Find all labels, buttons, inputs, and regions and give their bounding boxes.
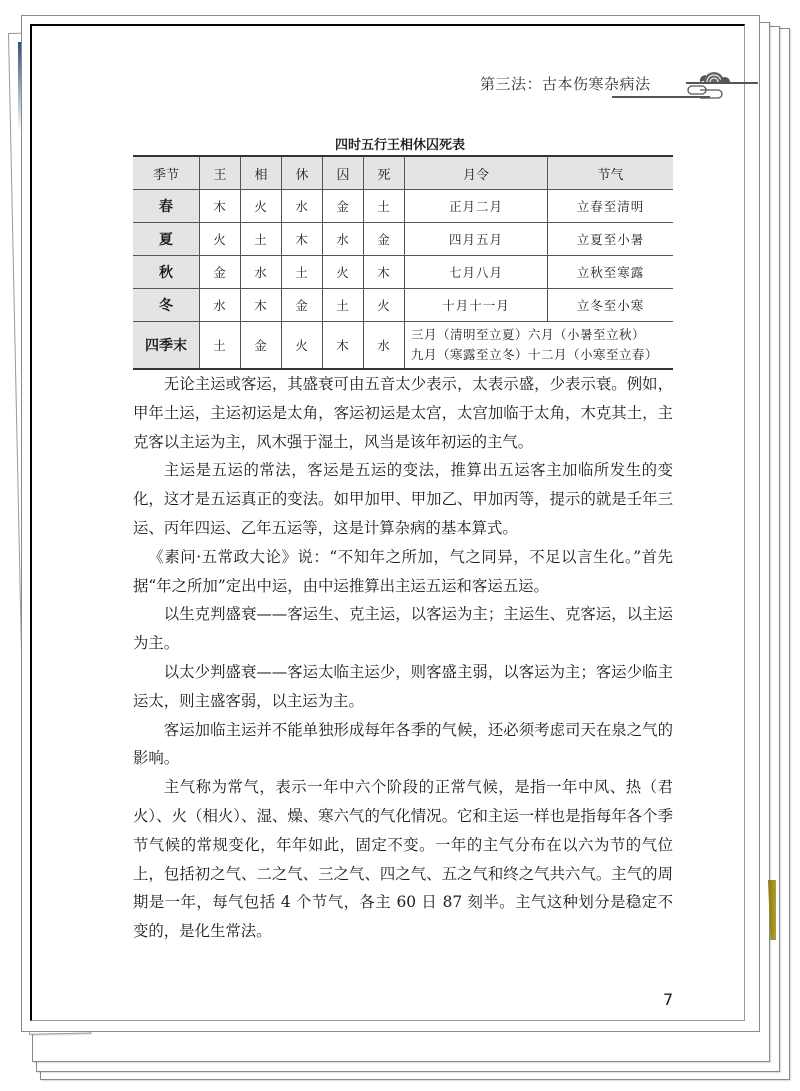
jieqi-cell: 立夏至小暑	[548, 223, 674, 256]
page-number: 7	[663, 990, 674, 1009]
table-row	[133, 322, 673, 370]
xiu-cell: 土	[282, 256, 323, 289]
merged-line-2: 九月（寒露至立冬）十二月（小寒至立春）	[411, 347, 659, 362]
wang-cell: 金	[200, 256, 241, 289]
paragraph: 客运加临主运并不能单独形成每年各季的气候，还必须考虑司天在泉之气的影响。	[133, 720, 673, 768]
yueling-jieqi-merged-cell	[405, 322, 674, 370]
five-phases-table	[133, 155, 673, 370]
column-header: 囚	[323, 156, 364, 190]
paragraph: 主气称为常气，表示一年中六个阶段的正常气候，是指一年中风、热（君火）、火（相火）、湿、燥、寒六气的气化情况。它和主运一样也是指每年各个季节气候的常规变化，年年如此，固定不变。一年的主气分布在以六为节的气位上，包括初之气、二之气、三之气、四之气、五之气和终之气共六气。主气的周期是一年，每气包括 4 个节气，各主 60 日 87 刻半。主气这种划分是稳定不变的，是化生常法。	[133, 778, 673, 941]
xiang-cell: 水	[241, 256, 282, 289]
qiu-cell: 木	[323, 322, 364, 370]
qiu-cell: 土	[323, 289, 364, 322]
column-header: 王	[200, 156, 241, 190]
column-header: 相	[241, 156, 282, 190]
yueling-cell: 七月八月	[405, 256, 548, 289]
paragraph: 以生克判盛衰——客运生、克主运，以客运为主；主运生、克客运，以主运为主。	[133, 605, 673, 653]
body-text	[133, 370, 673, 946]
table-row	[133, 223, 673, 256]
column-header: 死	[364, 156, 405, 190]
cloud-ornament-icon	[686, 66, 756, 102]
season-cell: 秋	[133, 256, 200, 289]
qiu-cell: 水	[323, 223, 364, 256]
xiang-cell: 金	[241, 322, 282, 370]
jieqi-cell: 立冬至小寒	[548, 289, 674, 322]
qiu-cell: 火	[323, 256, 364, 289]
paragraph: 《素问·五常政大论》说：“不知年之所加，气之同异，不足以言生化。”首先据“年之所加”定出中运，由中运推算出主运五运和客运五运。	[133, 547, 673, 595]
si-cell: 木	[364, 256, 405, 289]
jieqi-cell: 立春至清明	[548, 190, 674, 223]
xiu-cell: 水	[282, 190, 323, 223]
table-row	[133, 190, 673, 223]
si-cell: 水	[364, 322, 405, 370]
column-header: 节气	[548, 156, 674, 190]
column-header: 月令	[405, 156, 548, 190]
wang-cell: 木	[200, 190, 241, 223]
season-cell: 冬	[133, 289, 200, 322]
wang-cell: 火	[200, 223, 241, 256]
xiu-cell: 火	[282, 322, 323, 370]
table-row	[133, 256, 673, 289]
xiang-cell: 土	[241, 223, 282, 256]
xiang-cell: 木	[241, 289, 282, 322]
qiu-cell: 金	[323, 190, 364, 223]
yueling-cell: 十月十一月	[405, 289, 548, 322]
si-cell: 火	[364, 289, 405, 322]
jieqi-cell: 立秋至寒露	[548, 256, 674, 289]
xiang-cell: 火	[241, 190, 282, 223]
paragraph: 以太少判盛衰——客运太临主运少，则客盛主弱，以客运为主；客运少临主运太，则主盛客弱，以主运为主。	[133, 662, 673, 710]
season-cell: 春	[133, 190, 200, 223]
paragraph: 主运是五运的常法，客运是五运的变法，推算出五运客主加临所发生的变化，这才是五运真正的变法。如甲加甲、甲加乙、甲加丙等，提示的就是壬年三运、丙年四运、乙年五运等，这是计算杂病的基本算式。	[133, 461, 673, 537]
yueling-cell: 正月二月	[405, 190, 548, 223]
xiu-cell: 木	[282, 223, 323, 256]
column-header: 季节	[133, 156, 200, 190]
paragraph: 无论主运或客运，其盛衰可由五音太少表示，太表示盛，少表示衰。例如，甲年土运，主运初运是太角，客运初运是太宫，太宫加临于太角，木克其土，主克客以主运为主，风木强于湿土，风当是该年初运的主气。	[133, 375, 673, 451]
season-cell: 夏	[133, 223, 200, 256]
merged-line-1: 三月（清明至立夏）六月（小暑至立秋）	[411, 327, 646, 342]
table-title: 四时五行王相休囚死表	[334, 138, 465, 153]
running-header: 第三法：古本伤寒杂病法	[480, 75, 651, 93]
season-cell: 四季末	[133, 322, 200, 370]
xiu-cell: 金	[282, 289, 323, 322]
table-header-row	[133, 156, 673, 190]
wang-cell: 土	[200, 322, 241, 370]
wang-cell: 水	[200, 289, 241, 322]
column-header: 休	[282, 156, 323, 190]
si-cell: 土	[364, 190, 405, 223]
si-cell: 金	[364, 223, 405, 256]
yueling-cell: 四月五月	[405, 223, 548, 256]
table-row	[133, 289, 673, 322]
